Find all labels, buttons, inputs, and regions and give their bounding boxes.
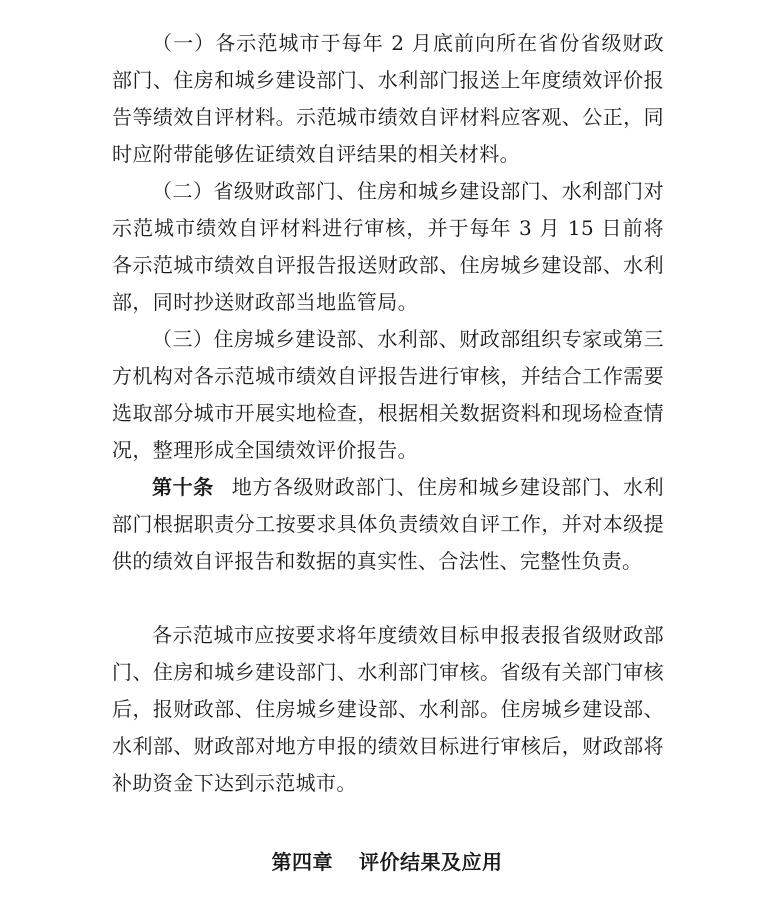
paragraph-after-article: 各示范城市应按要求将年度绩效目标申报表报省级财政部门、住房和城乡建设部门、水利部门审核。省级有关部门审核后，报财政部、住房城乡建设部、水利部。住房城乡建设部、水利部、财政部对地方申报的绩效目标进行审核后，财政部将补助资金下达到示范城市。 xyxy=(112,623,664,795)
chapter-title: 评价结果及应用 xyxy=(359,850,503,874)
chapter-heading xyxy=(0,844,774,881)
chapter-number: 第四章 xyxy=(271,850,333,874)
article-label: 第十条 xyxy=(152,475,214,499)
article-text: 地方各级财政部门、住房和城乡建设部门、水利部门根据职责分工按要求具体负责绩效自评工作，并对本级提供的绩效自评报告和数据的真实性、合法性、完整性负责。 xyxy=(112,475,664,573)
paragraph-item-1: （一）各示范城市于每年 2 月底前向所在省份省级财政部门、住房和城乡建设部门、水利部门报送上年度绩效评价报告等绩效自评材料。示范城市绩效自评材料应客观、公正，同时应附带能够佐证绩效自评结果的相关材料。 xyxy=(112,31,664,166)
paragraph-item-2: （二）省级财政部门、住房和城乡建设部门、水利部门对示范城市绩效自评材料进行审核，并于每年 3 月 15 日前将各示范城市绩效自评报告报送财政部、住房城乡建设部、水利部，同时抄送财政部当地监管局。 xyxy=(112,179,664,314)
article-paragraph xyxy=(112,469,664,580)
paragraph-item-3: （三）住房城乡建设部、水利部、财政部组织专家或第三方机构对各示范城市绩效自评报告进行审核，并结合工作需要选取部分城市开展实地检查，根据相关数据资料和现场检查情况，整理形成全国绩效评价报告。 xyxy=(112,327,664,462)
